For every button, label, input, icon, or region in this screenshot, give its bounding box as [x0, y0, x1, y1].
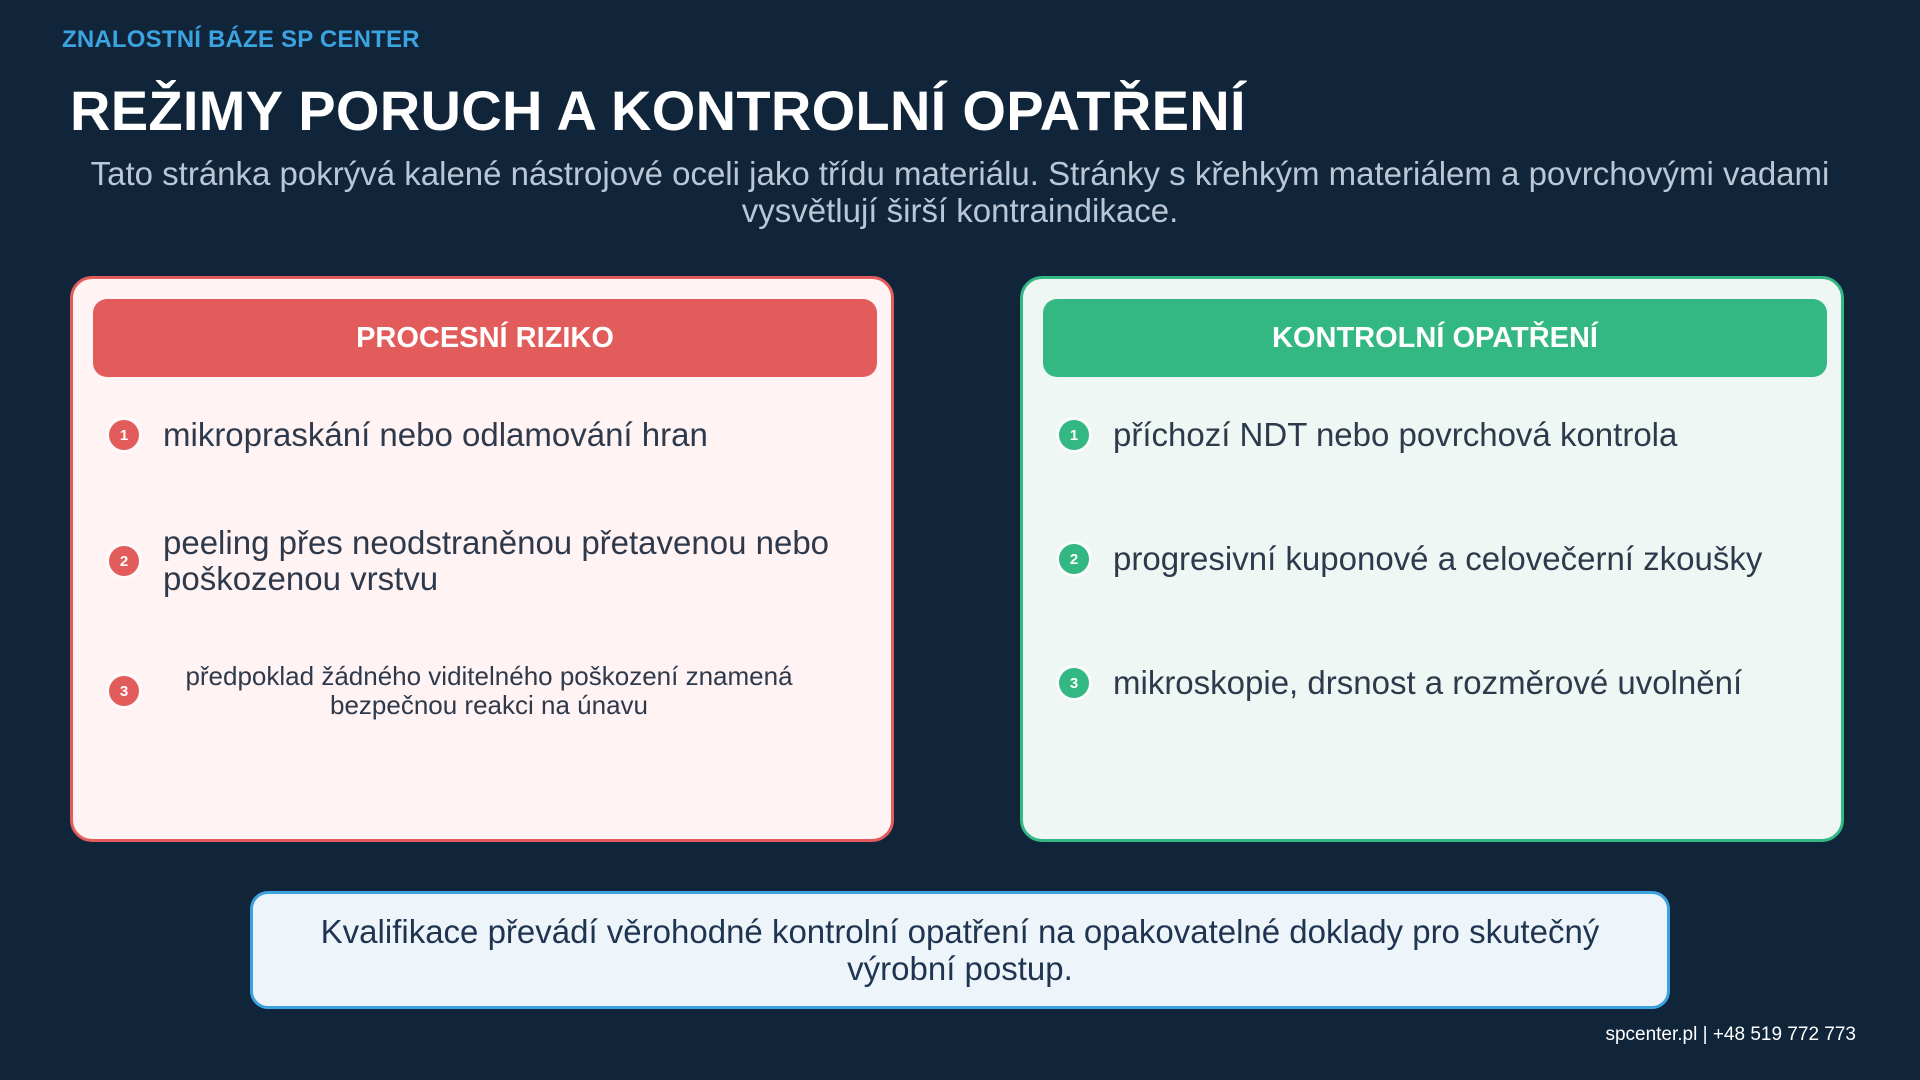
- control-item: [1059, 665, 1805, 701]
- number-badge-icon: 1: [1059, 420, 1089, 450]
- control-item: [1059, 541, 1805, 577]
- control-measures-panel: [1020, 276, 1844, 842]
- process-risk-panel: [70, 276, 894, 842]
- number-badge-icon: 1: [109, 420, 139, 450]
- control-item-text: progresivní kuponové a celovečerní zkoušky: [1113, 540, 1763, 577]
- risk-item: [109, 525, 855, 597]
- risk-item-text: peeling přes neodstraněnou přetavenou nebo poškozenou vrstvu: [163, 524, 830, 597]
- summary-callout: [250, 891, 1670, 1009]
- footer-contact: spcenter.pl | +48 519 772 773: [1605, 1024, 1856, 1045]
- page-title: REŽIMY PORUCH A KONTROLNÍ OPATŘENÍ: [70, 79, 1246, 142]
- number-badge-icon: 2: [109, 546, 139, 576]
- number-badge-icon: 3: [1059, 668, 1089, 698]
- risk-item: [109, 662, 855, 720]
- number-badge-icon: 2: [1059, 544, 1089, 574]
- risk-item: [109, 417, 855, 453]
- control-item: [1059, 417, 1805, 453]
- page-subtitle: Tato stránka pokrývá kalené nástrojové oceli jako třídu materiálu. Stránky s křehkým materiálem a povrchovými vadami vysvětlují širší kontraindikace.: [90, 155, 1830, 229]
- number-badge-icon: 3: [109, 676, 139, 706]
- risk-item-text: mikropraskání nebo odlamování hran: [163, 416, 708, 453]
- brand-kicker: ZNALOSTNÍ BÁZE SP CENTER: [62, 26, 420, 53]
- summary-text: Kvalifikace převádí věrohodné kontrolní opatření na opakovatelné doklady pro skutečný výrobní postup.: [320, 913, 1600, 987]
- control-item-text: mikroskopie, drsnost a rozměrové uvolnění: [1113, 664, 1743, 701]
- process-risk-header: PROCESNÍ RIZIKO: [93, 299, 877, 377]
- control-measures-header: KONTROLNÍ OPATŘENÍ: [1043, 299, 1827, 377]
- control-item-text: příchozí NDT nebo povrchová kontrola: [1113, 416, 1678, 453]
- risk-item-text: předpoklad žádného viditelného poškození znamená bezpečnou reakci na únavu: [185, 661, 793, 720]
